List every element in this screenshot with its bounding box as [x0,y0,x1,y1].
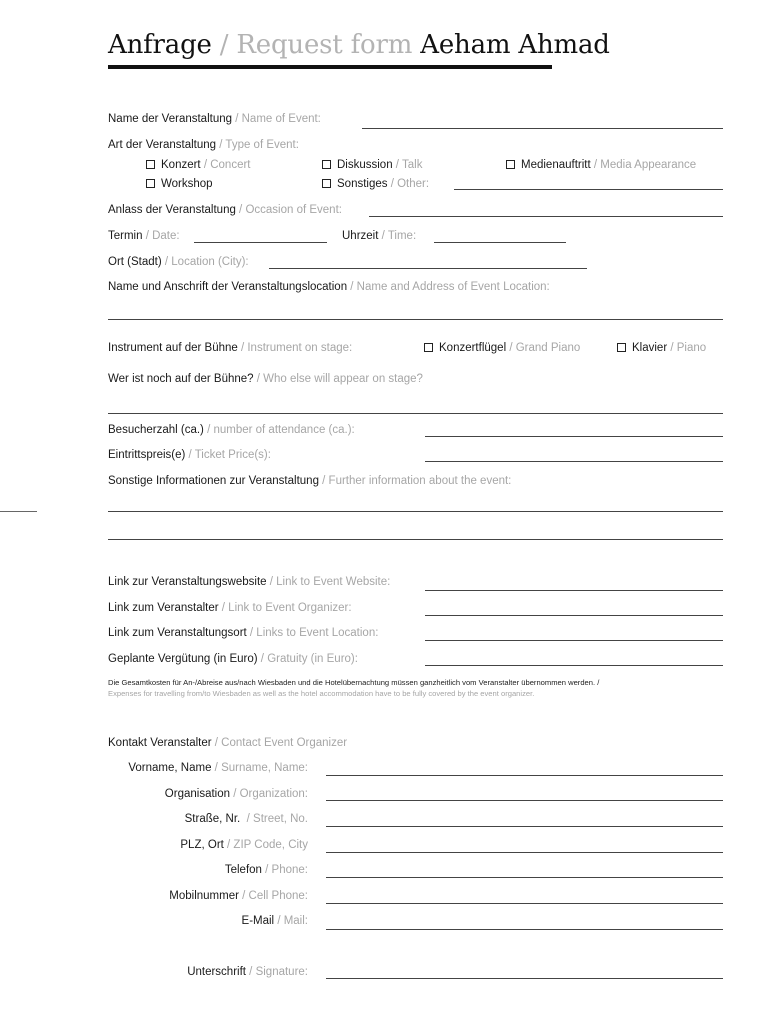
signature-label: Unterschrift / Signature: [187,966,308,978]
checkbox-piano[interactable]: Klavier / Piano [617,342,706,354]
ticket-price-label: Eintrittspreis(e) / Ticket Price(s): [108,449,271,461]
contact-surname-label: Vorname, Name / Surname, Name: [128,762,308,774]
contact-street-field[interactable] [326,826,723,827]
margin-mark [0,511,37,512]
location-city-field[interactable] [269,268,587,269]
link-website-field[interactable] [425,590,723,591]
contact-cell-field[interactable] [326,903,723,904]
time-label: Uhrzeit / Time: [342,230,417,242]
link-organizer-field[interactable] [425,615,723,616]
event-type-label: Art der Veranstaltung / Type of Event: [108,139,299,151]
page-title: Anfrage / Request form Aeham Ahmad [108,30,610,60]
attendance-label: Besucherzahl (ca.) / number of attendance (ca.): [108,424,355,436]
expenses-note-de: Die Gesamtkosten für An-/Abreise aus/nach Wiesbaden und die Hotelübernachtung müssen ganzheitlich vom Veranstalter übernommen werden. / [108,678,600,687]
time-field[interactable] [434,242,566,243]
checkbox-icon[interactable] [506,160,515,169]
link-website-label: Link zur Veranstaltungswebsite / Link to Event Website: [108,576,391,588]
checkbox-icon[interactable] [424,343,433,352]
contact-surname-field[interactable] [326,775,723,776]
other-type-field[interactable] [454,189,723,190]
gratuity-label: Geplante Vergütung (in Euro) / Gratuity (in Euro): [108,653,358,665]
others-on-stage-label: Wer ist noch auf der Bühne? / Who else will appear on stage? [108,373,423,385]
others-on-stage-field[interactable] [108,413,723,414]
instrument-label: Instrument auf der Bühne / Instrument on stage: [108,342,353,354]
contact-zip-label: PLZ, Ort / ZIP Code, City [180,839,308,851]
ticket-price-field[interactable] [425,461,723,462]
date-field[interactable] [194,242,327,243]
checkbox-konzert[interactable]: Konzert / Concert [146,159,251,171]
contact-organization-label: Organisation / Organization: [164,788,308,800]
checkbox-grand-piano[interactable]: Konzertflügel / Grand Piano [424,342,580,354]
checkbox-icon[interactable] [146,179,155,188]
link-location-field[interactable] [425,640,723,641]
further-info-field-1[interactable] [108,511,723,512]
contact-phone-field[interactable] [326,877,723,878]
event-name-label: Name der Veranstaltung / Name of Event: [108,113,321,125]
contact-cell-label: Mobilnummer / Cell Phone: [169,890,308,902]
signature-field[interactable] [326,978,723,979]
location-address-label: Name und Anschrift der Veranstaltungslocation / Name and Address of Event Location: [108,281,550,293]
link-location-label: Link zum Veranstaltungsort / Links to Event Location: [108,627,379,639]
contact-organization-field[interactable] [326,800,723,801]
occasion-field[interactable] [369,216,723,217]
checkbox-icon[interactable] [322,179,331,188]
contact-phone-label: Telefon / Phone: [224,864,308,876]
link-organizer-label: Link zum Veranstalter / Link to Event Organizer: [108,602,352,614]
contact-heading: Kontakt Veranstalter / Contact Event Organizer [108,737,348,749]
checkbox-diskussion[interactable]: Diskussion / Talk [322,159,422,171]
checkbox-medienauftritt[interactable]: Medienauftritt / Media Appearance [506,159,696,171]
checkbox-icon[interactable] [146,160,155,169]
occasion-label: Anlass der Veranstaltung / Occasion of Event: [108,204,342,216]
checkbox-sonstiges[interactable]: Sonstiges / Other: [322,178,429,190]
further-info-field-2[interactable] [108,539,723,540]
further-info-label: Sonstige Informationen zur Veranstaltung / Further information about the event: [108,475,512,487]
attendance-field[interactable] [425,436,723,437]
gratuity-field[interactable] [425,665,723,666]
title-underline [108,65,552,69]
expenses-note-en: Expenses for travelling from/to Wiesbaden as well as the hotel accommodation have to be fully covered by the event organizer. [108,689,535,698]
contact-zip-field[interactable] [326,852,723,853]
contact-street-label: Straße, Nr. / Street, No. [184,813,308,825]
date-label: Termin / Date: [108,230,180,242]
checkbox-icon[interactable] [322,160,331,169]
event-name-field[interactable] [362,128,723,129]
location-address-field[interactable] [108,319,723,320]
checkbox-icon[interactable] [617,343,626,352]
contact-email-label: E-Mail / Mail: [241,915,308,927]
contact-email-field[interactable] [326,929,723,930]
location-city-label: Ort (Stadt) / Location (City): [108,256,249,268]
checkbox-workshop[interactable]: Workshop [146,178,213,190]
